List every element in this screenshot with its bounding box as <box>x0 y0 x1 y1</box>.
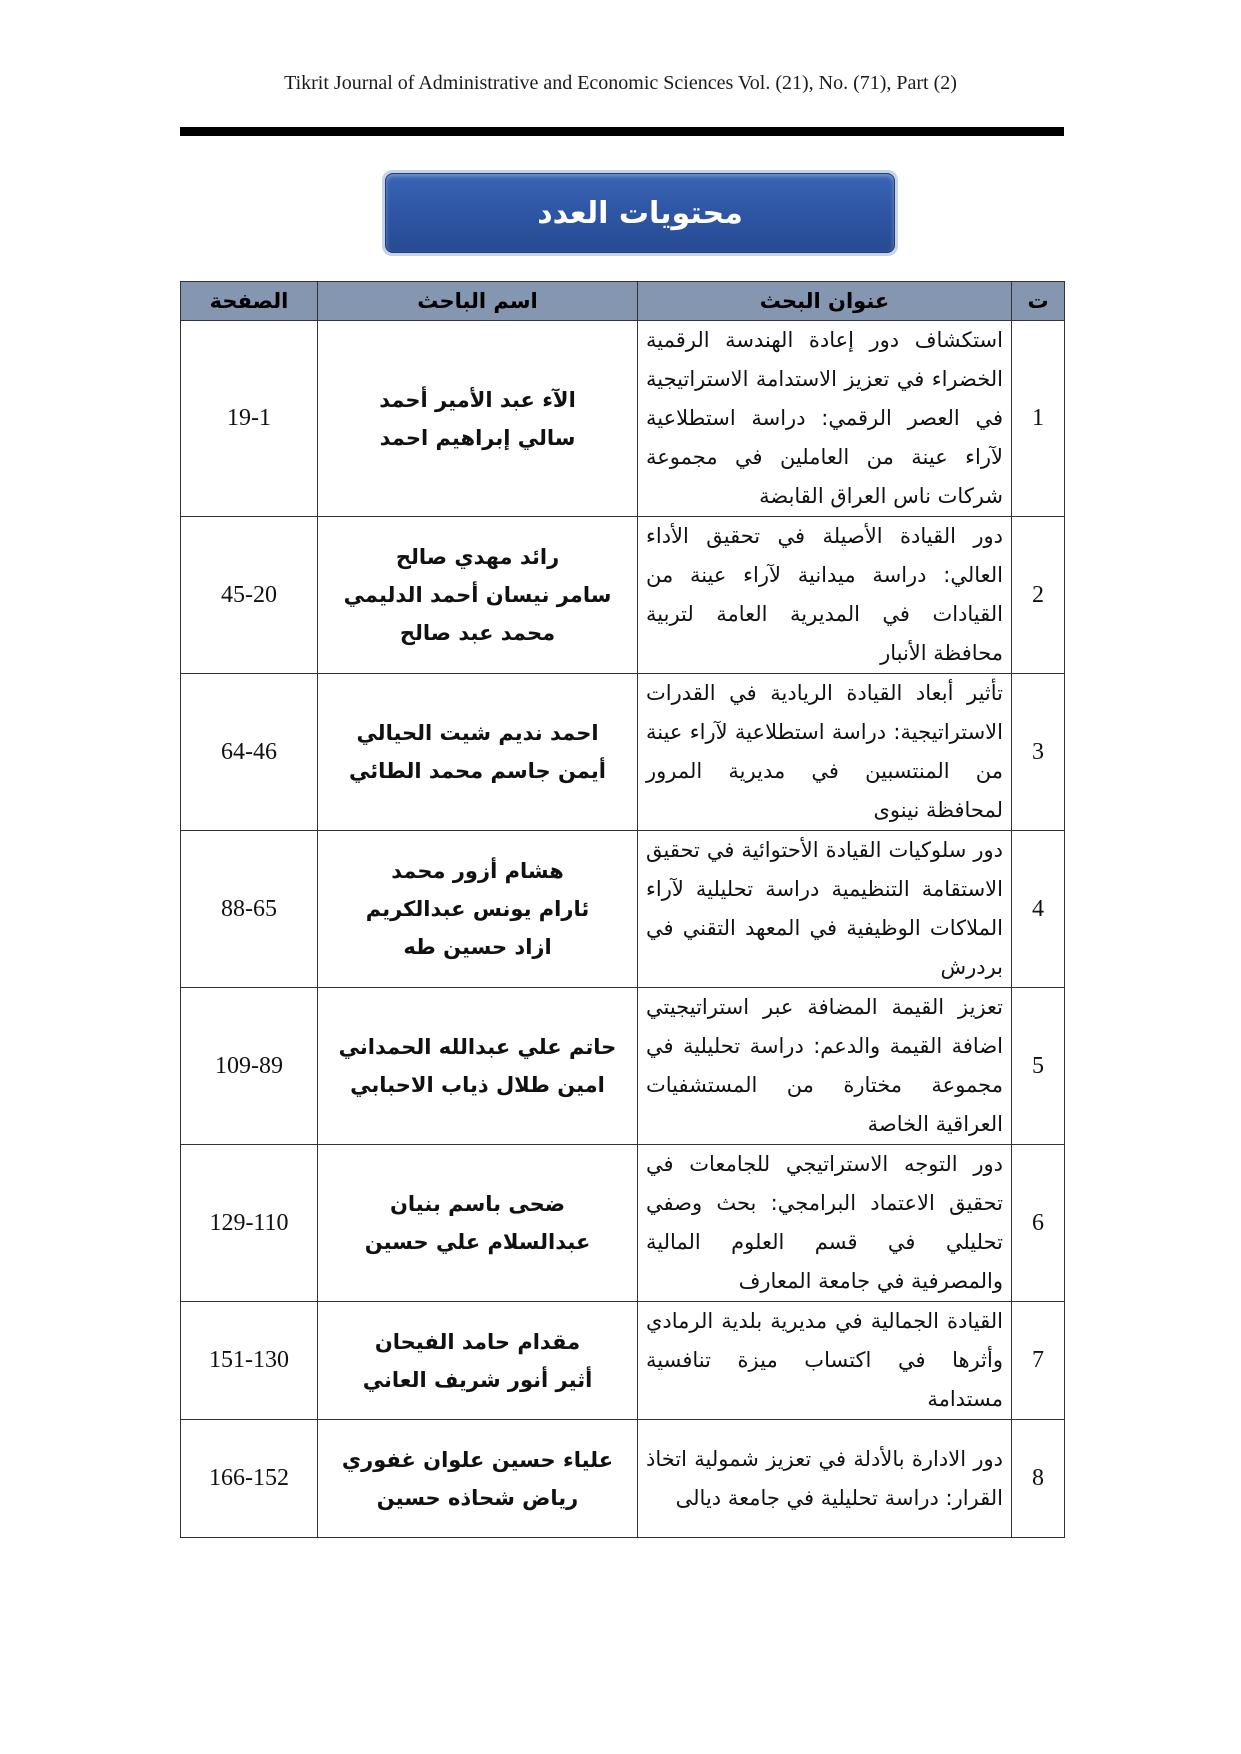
column-header-pages: الصفحة <box>181 282 318 321</box>
research-title: دور التوجه الاستراتيجي للجامعات في تحقيق الاعتماد البرامجي: بحث وصفي تحليلي في قسم العلوم المالية والمصرفية في جامعة المعارف <box>638 1145 1012 1302</box>
author-name: سالي إبراهيم احمد <box>379 425 576 450</box>
page-range: 19-1 <box>181 321 318 517</box>
page-range: 129-110 <box>181 1145 318 1302</box>
contents-banner <box>382 170 898 256</box>
author-names <box>318 321 638 517</box>
author-name: الآء عبد الأمير أحمد <box>379 387 576 412</box>
page-range: 109-89 <box>181 988 318 1145</box>
author-name: حاتم علي عبدالله الحمداني <box>338 1035 617 1059</box>
author-name: رياض شحاذه حسين <box>376 1485 579 1510</box>
row-number: 6 <box>1012 1145 1065 1302</box>
author-name: سامر نيسان أحمد الدليمي <box>343 583 612 607</box>
row-number: 2 <box>1012 517 1065 674</box>
author-names <box>318 831 638 988</box>
author-name: هشام أزور محمد <box>391 859 564 883</box>
row-number: 7 <box>1012 1302 1065 1420</box>
table-header-row <box>181 282 1065 321</box>
row-number: 8 <box>1012 1420 1065 1538</box>
table-row <box>181 1145 1065 1302</box>
table-row <box>181 1420 1065 1538</box>
author-names <box>318 674 638 831</box>
author-names <box>318 1420 638 1538</box>
author-name: ئارام يونس عبدالكريم <box>365 897 590 921</box>
table-row <box>181 674 1065 831</box>
page-range: 88-65 <box>181 831 318 988</box>
running-header: Tikrit Journal of Administrative and Economic Sciences Vol. (21), No. (71), Part (2) <box>284 72 957 94</box>
table-row <box>181 988 1065 1145</box>
author-name: امين طلال ذياب الاحبابي <box>350 1073 605 1097</box>
author-name: محمد عبد صالح <box>399 621 556 645</box>
table-row <box>181 1302 1065 1420</box>
row-number: 5 <box>1012 988 1065 1145</box>
column-header-title: عنوان البحث <box>638 282 1012 321</box>
author-names <box>318 988 638 1145</box>
research-title: تعزيز القيمة المضافة عبر استراتيجيتي اضافة القيمة والدعم: دراسة تحليلية في مجموعة مختارة من المستشفيات العراقية الخاصة <box>638 988 1012 1145</box>
column-header-authors: اسم الباحث <box>318 282 638 321</box>
author-names <box>318 517 638 674</box>
row-number: 4 <box>1012 831 1065 988</box>
author-name: مقدام حامد الفيحان <box>374 1329 581 1354</box>
table-row <box>181 517 1065 674</box>
research-title: دور الادارة بالأدلة في تعزيز شمولية اتخاذ القرار: دراسة تحليلية في جامعة ديالى <box>638 1420 1012 1538</box>
research-title: تأثير أبعاد القيادة الريادية في القدرات الاستراتيجية: دراسة استطلاعية لآراء عينة من المنتسبين في مديرية المرور لمحافظة نينوى <box>638 674 1012 831</box>
research-title: القيادة الجمالية في مديرية بلدية الرمادي وأثرها في اكتساب ميزة تنافسية مستدامة <box>638 1302 1012 1420</box>
author-name: عبدالسلام علي حسين <box>364 1230 591 1254</box>
row-number: 1 <box>1012 321 1065 517</box>
research-title: استكشاف دور إعادة الهندسة الرقمية الخضراء في تعزيز الاستدامة الاستراتيجية في العصر الرقمي: دراسة استطلاعية لآراء عينة من العاملين في مجموعة شركات ناس العراق القابضة <box>638 321 1012 517</box>
header-rule <box>180 127 1064 136</box>
author-name: ازاد حسين طه <box>403 935 552 959</box>
author-names <box>318 1302 638 1420</box>
page-range: 151-130 <box>181 1302 318 1420</box>
table-row <box>181 321 1065 517</box>
research-title: دور القيادة الأصيلة في تحقيق الأداء العالي: دراسة ميدانية لآراء عينة من القيادات في المديرية العامة لتربية محافظة الأنبار <box>638 517 1012 674</box>
contents-table <box>180 281 1065 1538</box>
contents-banner-title: محتويات العدد <box>385 173 895 253</box>
author-name: أثير أنور شريف العاني <box>362 1367 593 1392</box>
research-title: دور سلوكيات القيادة الأحتوائية في تحقيق الاستقامة التنظيمية دراسة تحليلية لآراء الملاكات الوظيفية في المعهد التقني في بردرش <box>638 831 1012 988</box>
column-header-number: ت <box>1012 282 1065 321</box>
author-name: رائد مهدي صالح <box>395 545 560 569</box>
page-range: 64-46 <box>181 674 318 831</box>
author-names <box>318 1145 638 1302</box>
page-range: 45-20 <box>181 517 318 674</box>
author-name: علياء حسين علوان غفوري <box>341 1447 614 1472</box>
author-name: احمد نديم شيت الحيالي <box>356 721 599 745</box>
page-range: 166-152 <box>181 1420 318 1538</box>
row-number: 3 <box>1012 674 1065 831</box>
author-name: ضحى باسم بنيان <box>389 1192 566 1216</box>
table-row <box>181 831 1065 988</box>
author-name: أيمن جاسم محمد الطائي <box>348 759 607 783</box>
